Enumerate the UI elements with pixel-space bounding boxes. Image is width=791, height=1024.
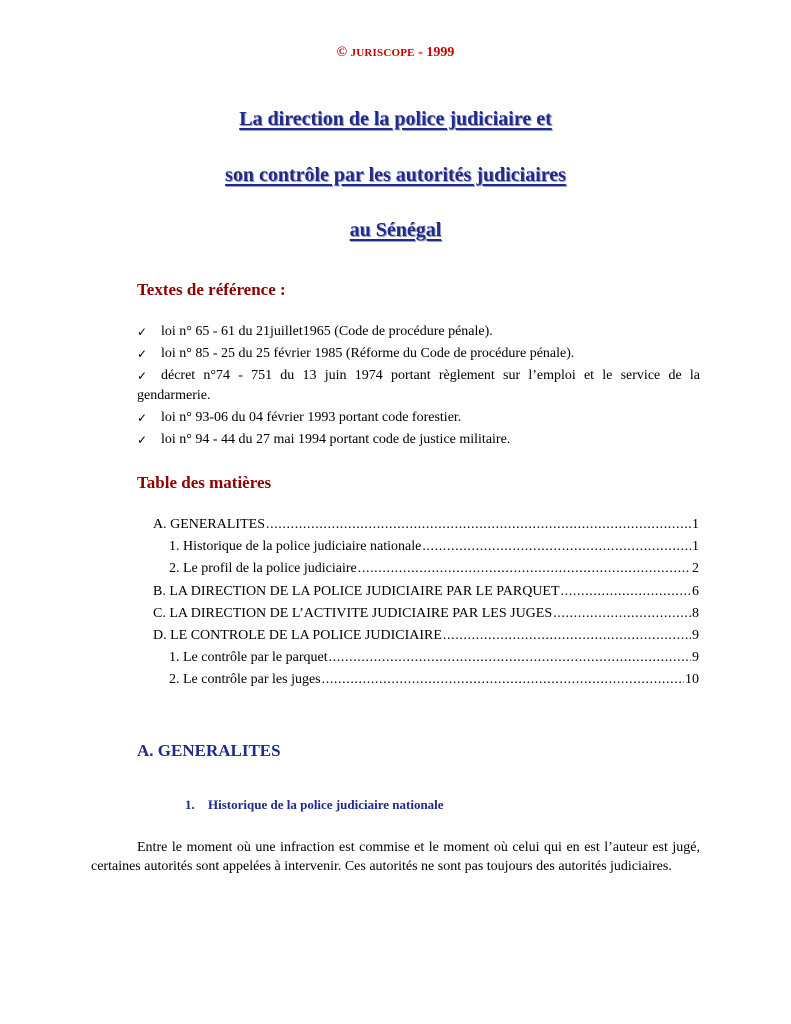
check-icon: ✓ bbox=[137, 325, 148, 339]
toc-entry-controle-parquet[interactable] bbox=[153, 650, 699, 672]
toc-entry-label: 2. Le contrôle par les juges bbox=[169, 672, 321, 688]
toc-dot-leader bbox=[553, 606, 691, 622]
toc-entry-page: 6 bbox=[692, 583, 699, 599]
document-title-line-2: son contrôle par les autorités judiciaires bbox=[225, 164, 566, 186]
toc-entry-controle[interactable] bbox=[153, 628, 699, 650]
reference-text: décret n°74 - 751 du 13 juin 1974 portant règlement sur l’emploi et le service de la gendarmerie. bbox=[137, 368, 700, 403]
toc-entry-page: 8 bbox=[692, 605, 699, 621]
check-icon: ✓ bbox=[137, 369, 148, 383]
references-list bbox=[137, 322, 700, 452]
toc-entry-direction-parquet[interactable] bbox=[153, 584, 699, 606]
toc-heading: Table des matières bbox=[137, 473, 272, 492]
toc-dot-leader bbox=[443, 628, 691, 644]
subsection-number: 1. bbox=[185, 797, 195, 812]
toc-entry-direction-juges[interactable] bbox=[153, 606, 699, 628]
subsection-heading-historique bbox=[185, 797, 444, 813]
toc-entry-label: C. LA DIRECTION DE L’ACTIVITE JUDICIAIRE PAR LES JUGES bbox=[153, 605, 553, 621]
toc-entry-page: 9 bbox=[692, 650, 699, 666]
reference-text: loi n° 94 - 44 du 27 mai 1994 portant code de justice militaire. bbox=[161, 432, 511, 447]
toc-dot-leader bbox=[561, 584, 691, 600]
toc-dot-leader bbox=[329, 650, 691, 666]
table-of-contents bbox=[153, 517, 699, 695]
reference-item bbox=[137, 366, 700, 406]
reference-text: loi n° 93-06 du 04 février 1993 portant code forestier. bbox=[161, 410, 462, 425]
copyright-brand: JURISCOPE bbox=[350, 47, 415, 59]
section-heading-generalites: A. GENERALITES bbox=[137, 741, 281, 760]
toc-entry-page: 2 bbox=[692, 561, 699, 577]
toc-entry-label: D. LE CONTROLE DE LA POLICE JUDICIAIRE bbox=[153, 627, 442, 643]
toc-entry-label: 1. Historique de la police judiciaire nationale bbox=[169, 539, 422, 555]
copyright-line bbox=[0, 45, 791, 61]
body-paragraph: Entre le moment où une infraction est commise et le moment où celui qui en est l’auteur est jugé, certaines autorités sont appelées à intervenir. Ces autorités ne sont pas toujours des autorités judiciaires. bbox=[91, 840, 700, 874]
toc-entry-page: 9 bbox=[692, 627, 699, 643]
subsection-title: Historique de la police judiciaire nationale bbox=[208, 797, 444, 812]
toc-entry-label: 1. Le contrôle par le parquet bbox=[169, 650, 328, 666]
copyright-separator: - bbox=[418, 45, 423, 60]
toc-entry-label: B. LA DIRECTION DE LA POLICE JUDICIAIRE PAR LE PARQUET bbox=[153, 583, 560, 599]
toc-entry-page: 1 bbox=[692, 517, 699, 532]
toc-entry-page: 10 bbox=[685, 672, 699, 688]
toc-entry-label: 2. Le profil de la police judiciaire bbox=[169, 561, 357, 577]
copyright-year: 1999 bbox=[426, 45, 455, 60]
toc-entry-profil[interactable] bbox=[153, 561, 699, 583]
check-icon: ✓ bbox=[137, 411, 148, 425]
toc-entry-generalites[interactable] bbox=[153, 517, 699, 539]
toc-entry-page: 1 bbox=[692, 539, 699, 555]
toc-dot-leader bbox=[266, 517, 691, 533]
reference-item bbox=[137, 430, 700, 450]
reference-item bbox=[137, 408, 700, 428]
document-title-line-3: au Sénégal bbox=[349, 219, 442, 241]
reference-item bbox=[137, 322, 700, 342]
document-title-line-1: La direction de la police judiciaire et bbox=[239, 108, 552, 130]
toc-dot-leader bbox=[358, 561, 691, 577]
toc-dot-leader bbox=[422, 539, 691, 555]
reference-text: loi n° 85 - 25 du 25 février 1985 (Réforme du Code de procédure pénale). bbox=[161, 346, 575, 361]
reference-item bbox=[137, 344, 700, 364]
check-icon: ✓ bbox=[137, 433, 148, 447]
copyright-symbol: © bbox=[336, 45, 348, 60]
references-heading: Textes de référence : bbox=[137, 280, 286, 299]
toc-entry-historique[interactable] bbox=[153, 539, 699, 561]
check-icon: ✓ bbox=[137, 347, 148, 361]
reference-text: loi n° 65 - 61 du 21juillet1965 (Code de procédure pénale). bbox=[161, 324, 493, 339]
toc-dot-leader bbox=[322, 672, 684, 688]
toc-entry-label: A. GENERALITES bbox=[153, 517, 265, 532]
toc-entry-controle-juges[interactable] bbox=[153, 672, 699, 694]
